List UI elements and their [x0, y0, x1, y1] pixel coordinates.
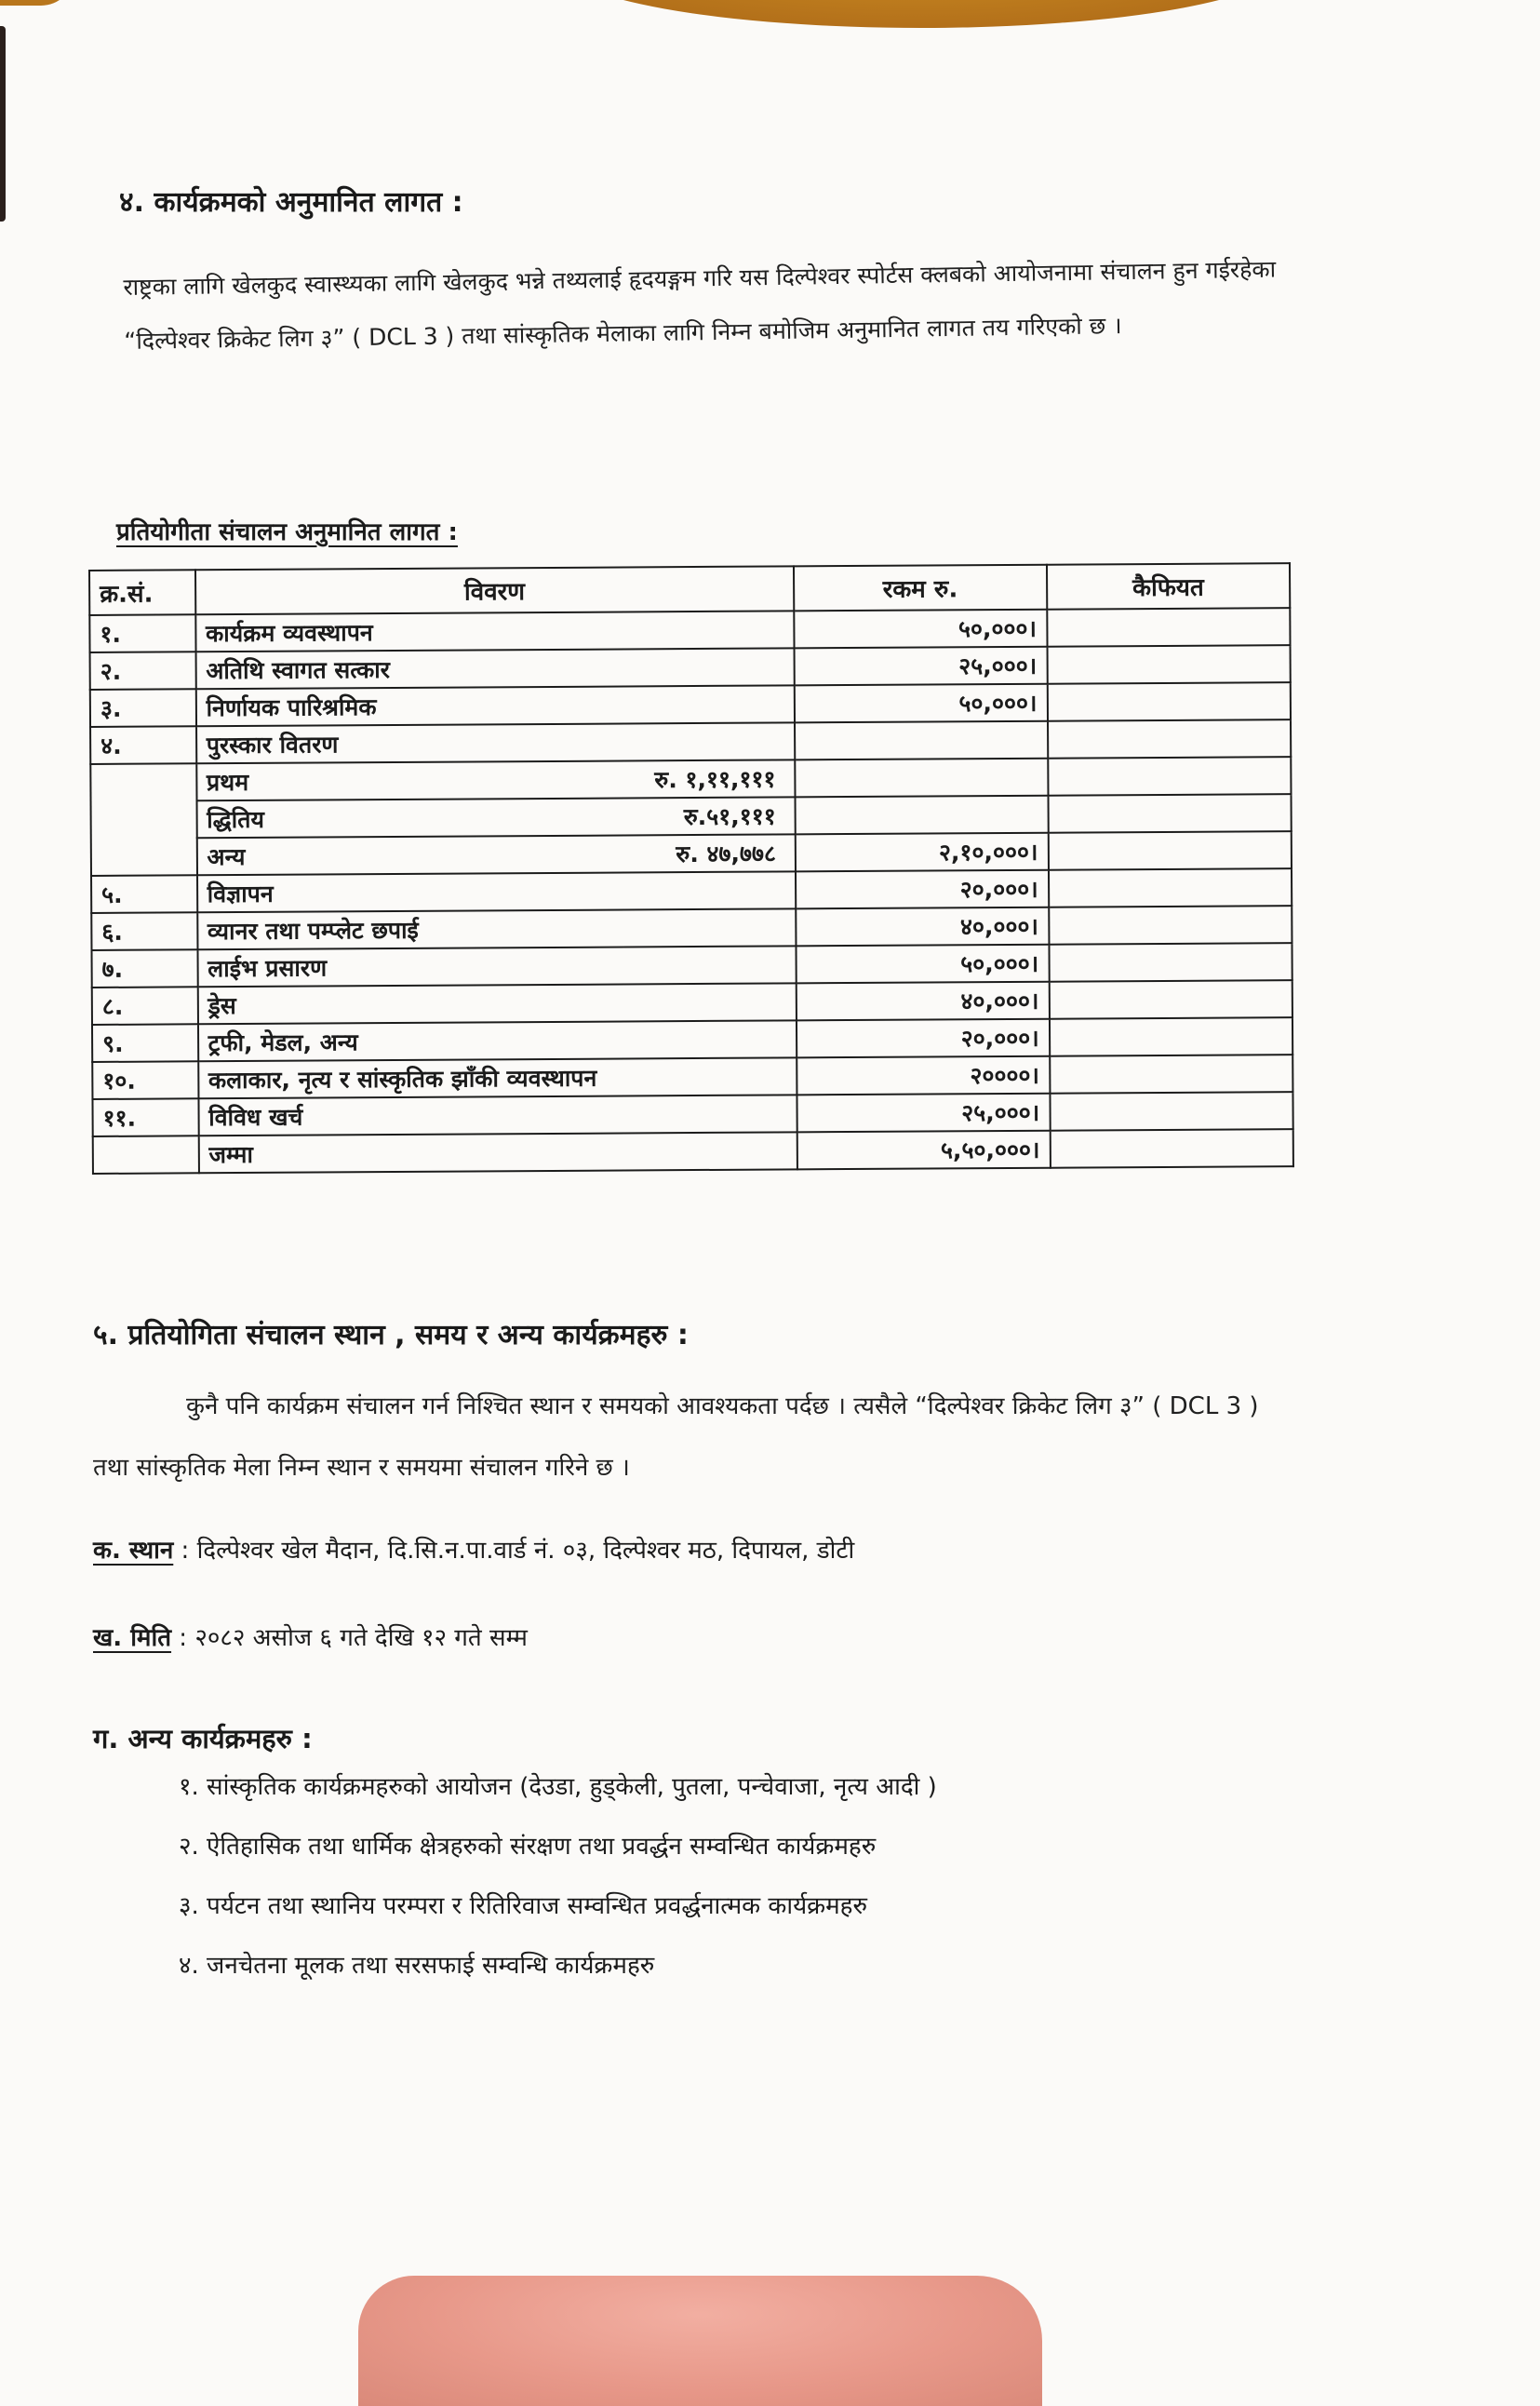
prize-sn-blank: [90, 763, 196, 876]
row-description: ट्रफी, मेडल, अन्य: [198, 1020, 797, 1061]
row-amount: ५०,०००।: [794, 610, 1047, 649]
prize-total: २,१०,०००।: [796, 833, 1049, 872]
row-amount: ४०,०००।: [796, 907, 1049, 947]
prize-cell: [196, 797, 796, 838]
row-remarks: [1050, 1092, 1293, 1131]
row-remarks: [1047, 608, 1291, 647]
prize-remarks-blank: [1048, 794, 1292, 833]
left-edge-shadow: [0, 26, 6, 222]
row-description: कलाकार, नृत्य र सांस्कृतिक झाँकी व्यवस्थापन: [198, 1057, 797, 1098]
total-remarks-blank: [1050, 1129, 1293, 1168]
date-line: [93, 1620, 528, 1653]
row-description: ड्रेस: [197, 983, 797, 1024]
row-description: व्यानर तथा पम्प्लेट छपाई: [197, 908, 797, 949]
header-sn: क्र.सं.: [89, 570, 195, 615]
row-amount: २०,०००।: [796, 870, 1049, 909]
row-remarks: [1049, 906, 1292, 945]
venue-value: : दिल्पेश्वर खेल मैदान, दि.सि.न.पा.वार्ड नं. ०३, दिल्पेश्वर मठ, दिपायल, डोटी: [173, 1537, 855, 1565]
row-amount: ४०,०००।: [797, 982, 1050, 1021]
prize-value: रु. ४७,७७८: [676, 840, 777, 868]
list-item: ३. पर्यटन तथा स्थानिय परम्परा र रितिरिवाज सम्वन्धित प्रवर्द्धनात्मक कार्यक्रमहरु: [179, 1892, 868, 1920]
top-stain: [558, 0, 1284, 28]
row-description: कार्यक्रम व्यवस्थापन: [195, 611, 795, 652]
venue-label: क. स्थान: [93, 1537, 174, 1565]
row-sn: ७.: [91, 949, 197, 988]
section-5-heading: ५. प्रतियोगिता संचालन स्थान , समय र अन्य कार्यक्रमहरु :: [93, 1319, 689, 1351]
row-sn: ८.: [92, 987, 198, 1025]
row-description: निर्णायक पारिश्रमिक: [195, 685, 795, 726]
list-item: १. सांस्कृतिक कार्यक्रमहरुको आयोजन (देउडा, हुड्केली, पुतला, पन्चेवाजा, नृत्य आदी ): [179, 1773, 937, 1801]
row-amount: २५,०००।: [797, 1094, 1051, 1133]
row-sn: ५.: [91, 875, 197, 913]
row-remarks: [1049, 980, 1292, 1019]
cost-table-title: प्रतियोगीता संचालन अनुमानित लागत :: [116, 518, 458, 546]
row-remarks: [1050, 1055, 1293, 1094]
other-programs-list: [179, 1757, 937, 1996]
prize-amount-blank: [796, 796, 1049, 835]
row-sn: ४.: [90, 726, 196, 764]
row-remarks: [1049, 943, 1292, 982]
row-remarks: [1047, 682, 1291, 721]
prize-cell: [196, 759, 796, 800]
row-remarks: [1048, 719, 1292, 759]
cost-table: [88, 562, 1294, 1175]
row-remarks: [1049, 868, 1292, 907]
row-sn: ६.: [91, 912, 197, 950]
prize-cell: [196, 834, 796, 875]
row-description: पुरस्कार वितरण: [196, 722, 796, 763]
section-5-paragraph: कुनै पनि कार्यक्रम संचालन गर्न निश्चित स्थान र समयको आवश्यकता पर्दछ । त्यसैले “दिल्पेश्वर क्रिकेट लिग ३” ( DCL 3 ) तथा सांस्कृतिक मेला निम्न स्थान र समयमा संचालन गरिने छ ।: [93, 1392, 1259, 1482]
bottom-stain: [358, 2276, 1042, 2406]
prize-amount-blank: [795, 759, 1048, 798]
row-description: लाईभ प्रसारण: [197, 946, 797, 987]
header-description: विवरण: [195, 566, 795, 614]
total-row: [93, 1129, 1293, 1174]
section-4-paragraph: राष्ट्रका लागि खेलकुद स्वास्थ्यका लागि खेलकुद भन्ने तथ्यलाई हृदयङ्गम गरि यस दिल्पेश्वर स्पोर्टस क्लबको आयोजनामा संचालन हुन गईरहेका “दिल्पेश्वर क्रिकेट लिग ३” ( DCL 3 ) तथा सांस्कृतिक मेलाका लागि निम्न बमोजिम अनुमानित लागत तय गरिएको छ ।: [123, 255, 1277, 355]
row-sn: ९.: [92, 1024, 198, 1062]
row-amount: २५,०००।: [795, 647, 1048, 686]
total-sn-blank: [93, 1136, 199, 1174]
prize-value: रु.५१,१११: [683, 802, 776, 831]
row-amount: २०,०००।: [797, 1019, 1050, 1058]
top-left-stain: [0, 0, 74, 6]
row-remarks: [1050, 1017, 1293, 1056]
list-item: ४. जनचेतना मूलक तथा सरसफाई सम्वन्धि कार्यक्रमहरु: [179, 1952, 655, 1980]
row-description: विज्ञापन: [197, 871, 797, 912]
row-amount: २००००।: [797, 1056, 1050, 1095]
section-4-heading: ४. कार्यक्रमको अनुमानित लागत :: [119, 186, 463, 219]
header-amount: रकम रु.: [794, 565, 1047, 612]
row-remarks: [1047, 645, 1291, 684]
row-amount: [795, 721, 1048, 760]
prize-label: प्रथम: [206, 768, 249, 797]
row-sn: १.: [89, 614, 195, 652]
other-programs-heading: ग. अन्य कार्यक्रमहरु :: [93, 1723, 313, 1754]
row-description: अतिथि स्वागत सत्कार: [195, 648, 795, 689]
row-amount: ५०,०००।: [795, 684, 1048, 723]
row-sn: १०.: [92, 1061, 198, 1099]
venue-line: [93, 1532, 854, 1566]
date-value: : २०८२ असोज ६ गते देखि १२ गते सम्म: [171, 1624, 528, 1652]
total-amount: ५,५०,०००।: [797, 1131, 1051, 1170]
date-label: ख. मिति: [93, 1624, 172, 1652]
prize-label: अन्य: [207, 842, 246, 871]
total-label: जम्मा: [198, 1132, 797, 1173]
row-sn: २.: [90, 652, 196, 690]
header-remarks: कैफियत: [1047, 563, 1291, 610]
prize-remarks-blank: [1048, 831, 1292, 870]
row-description: विविध खर्च: [198, 1095, 797, 1136]
prize-remarks-blank: [1048, 757, 1292, 796]
list-item: २. ऐतिहासिक तथा धार्मिक क्षेत्रहरुको संरक्षण तथा प्रवर्द्धन सम्वन्धित कार्यक्रमहरु: [179, 1833, 877, 1861]
row-sn: ३.: [90, 689, 196, 727]
row-amount: ५०,०००।: [797, 945, 1050, 984]
table-header-row: [89, 563, 1290, 615]
row-sn: ११.: [92, 1098, 198, 1136]
prize-value: रु. १,११,१११: [654, 765, 776, 794]
prize-label: द्धितिय: [207, 805, 265, 834]
